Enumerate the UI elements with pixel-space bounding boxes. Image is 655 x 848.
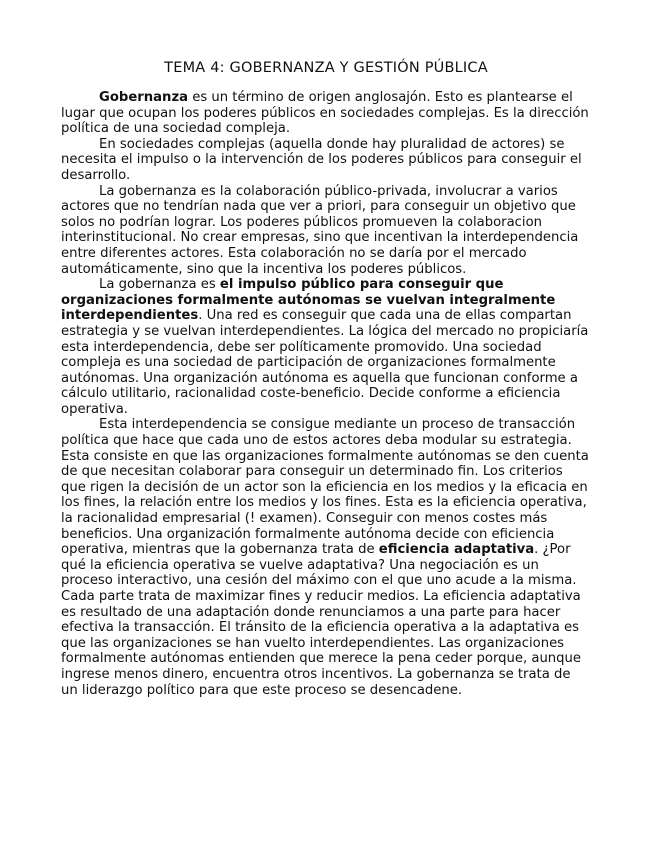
paragraph-5-text: . ¿Por qué la eficiencia operativa se vuelve adaptativa? Una negociación es un proceso interactivo, una cesión del máximo con el que uno acude a la misma. Cada parte trata de maximizar fines y reducir medios. La eficiencia adaptativa es resultado de una adaptación donde renunciamos a una parte para hacer efectiva la transacción. El tránsito de la eficiencia operativa a la adaptativa es que las organizaciones se han vuelto interdependientes. Las organizaciones formalmente autónomas entienden que merece la pena ceder porque, aunque ingrese menos dinero, encuentra otros incentivos. La gobernanza se trata de un liderazgo político para que este proceso se desencadene. bbox=[61, 542, 581, 698]
paragraph-5-lead: Esta interdependencia se consigue mediante un proceso de transacción política que hace que cada uno de estos actores deba modular su estrategia. Esta consiste en que las organizaciones formalmente autónomas se den cuenta de que necesitan colaborar para conseguir un determinado fin. Los criterios que rigen la decisión de un actor son la eficiencia en los medios y la eficacia en los fines, la relación entre los medios y los fines. Esta es la eficiencia operativa, la racionalidad empresarial (! examen). Conseguir con menos costes más beneficios. Una organización formalmente autónoma decide con eficiencia operativa, mientras que la gobernanza trata de bbox=[61, 417, 589, 558]
paragraph-4-lead: La gobernanza es bbox=[99, 277, 220, 293]
term-gobernanza: Gobernanza bbox=[99, 90, 189, 105]
paragraph-4-text: . Una red es conseguir que cada una de ellas compartan estrategia y se vuelvan interdependientes. La lógica del mercado no propiciaría esta interdependencia, debe ser políticamente promovido. Una sociedad compleja es una sociedad de participación de organizaciones formalmente autónomas. Una organización autónoma es aquella que funcionan conforme a cálculo utilitario, racionalidad coste-beneficio. Decide conforme a eficiencia operativa. bbox=[61, 308, 589, 417]
document-page bbox=[61, 60, 591, 698]
term-eficiencia-adaptativa: eficiencia adaptativa bbox=[378, 542, 535, 558]
paragraph-1 bbox=[61, 90, 591, 137]
definition-highlight: el impulso público para conseguir que organizaciones formalmente autónomas se vuelvan integralmente interdependientes bbox=[61, 277, 556, 324]
paragraph-3 bbox=[61, 184, 591, 278]
paragraph-4 bbox=[61, 277, 591, 417]
page-title: TEMA 4: GOBERNANZA Y GESTIÓN PÚBLICA bbox=[164, 60, 488, 76]
paragraph-1-text: es un término de origen anglosajón. Esto es plantearse el lugar que ocupan los poderes públicos en sociedades complejas. Es la dirección política de una sociedad compleja. bbox=[61, 90, 589, 137]
paragraph-5 bbox=[61, 417, 591, 698]
paragraph-3-text: La gobernanza es la colaboración público-privada, involucrar a varios actores que no tendrían nada que ver a priori, para conseguir un objetivo que solos no podrían lograr. Los poderes públicos promueven la colaboracion interinstitucional. No crear empresas, sino que incentivan la interdependencia entre diferentes actores. Esta colaboración no se daría por el mercado automáticamente, sino que la incentiva los poderes públicos. bbox=[61, 183, 579, 277]
paragraph-2 bbox=[61, 137, 591, 184]
paragraph-2-text: En sociedades complejas (aquella donde hay pluralidad de actores) se necesita el impulso o la intervención de los poderes públicos para conseguir el desarrollo. bbox=[61, 136, 582, 183]
